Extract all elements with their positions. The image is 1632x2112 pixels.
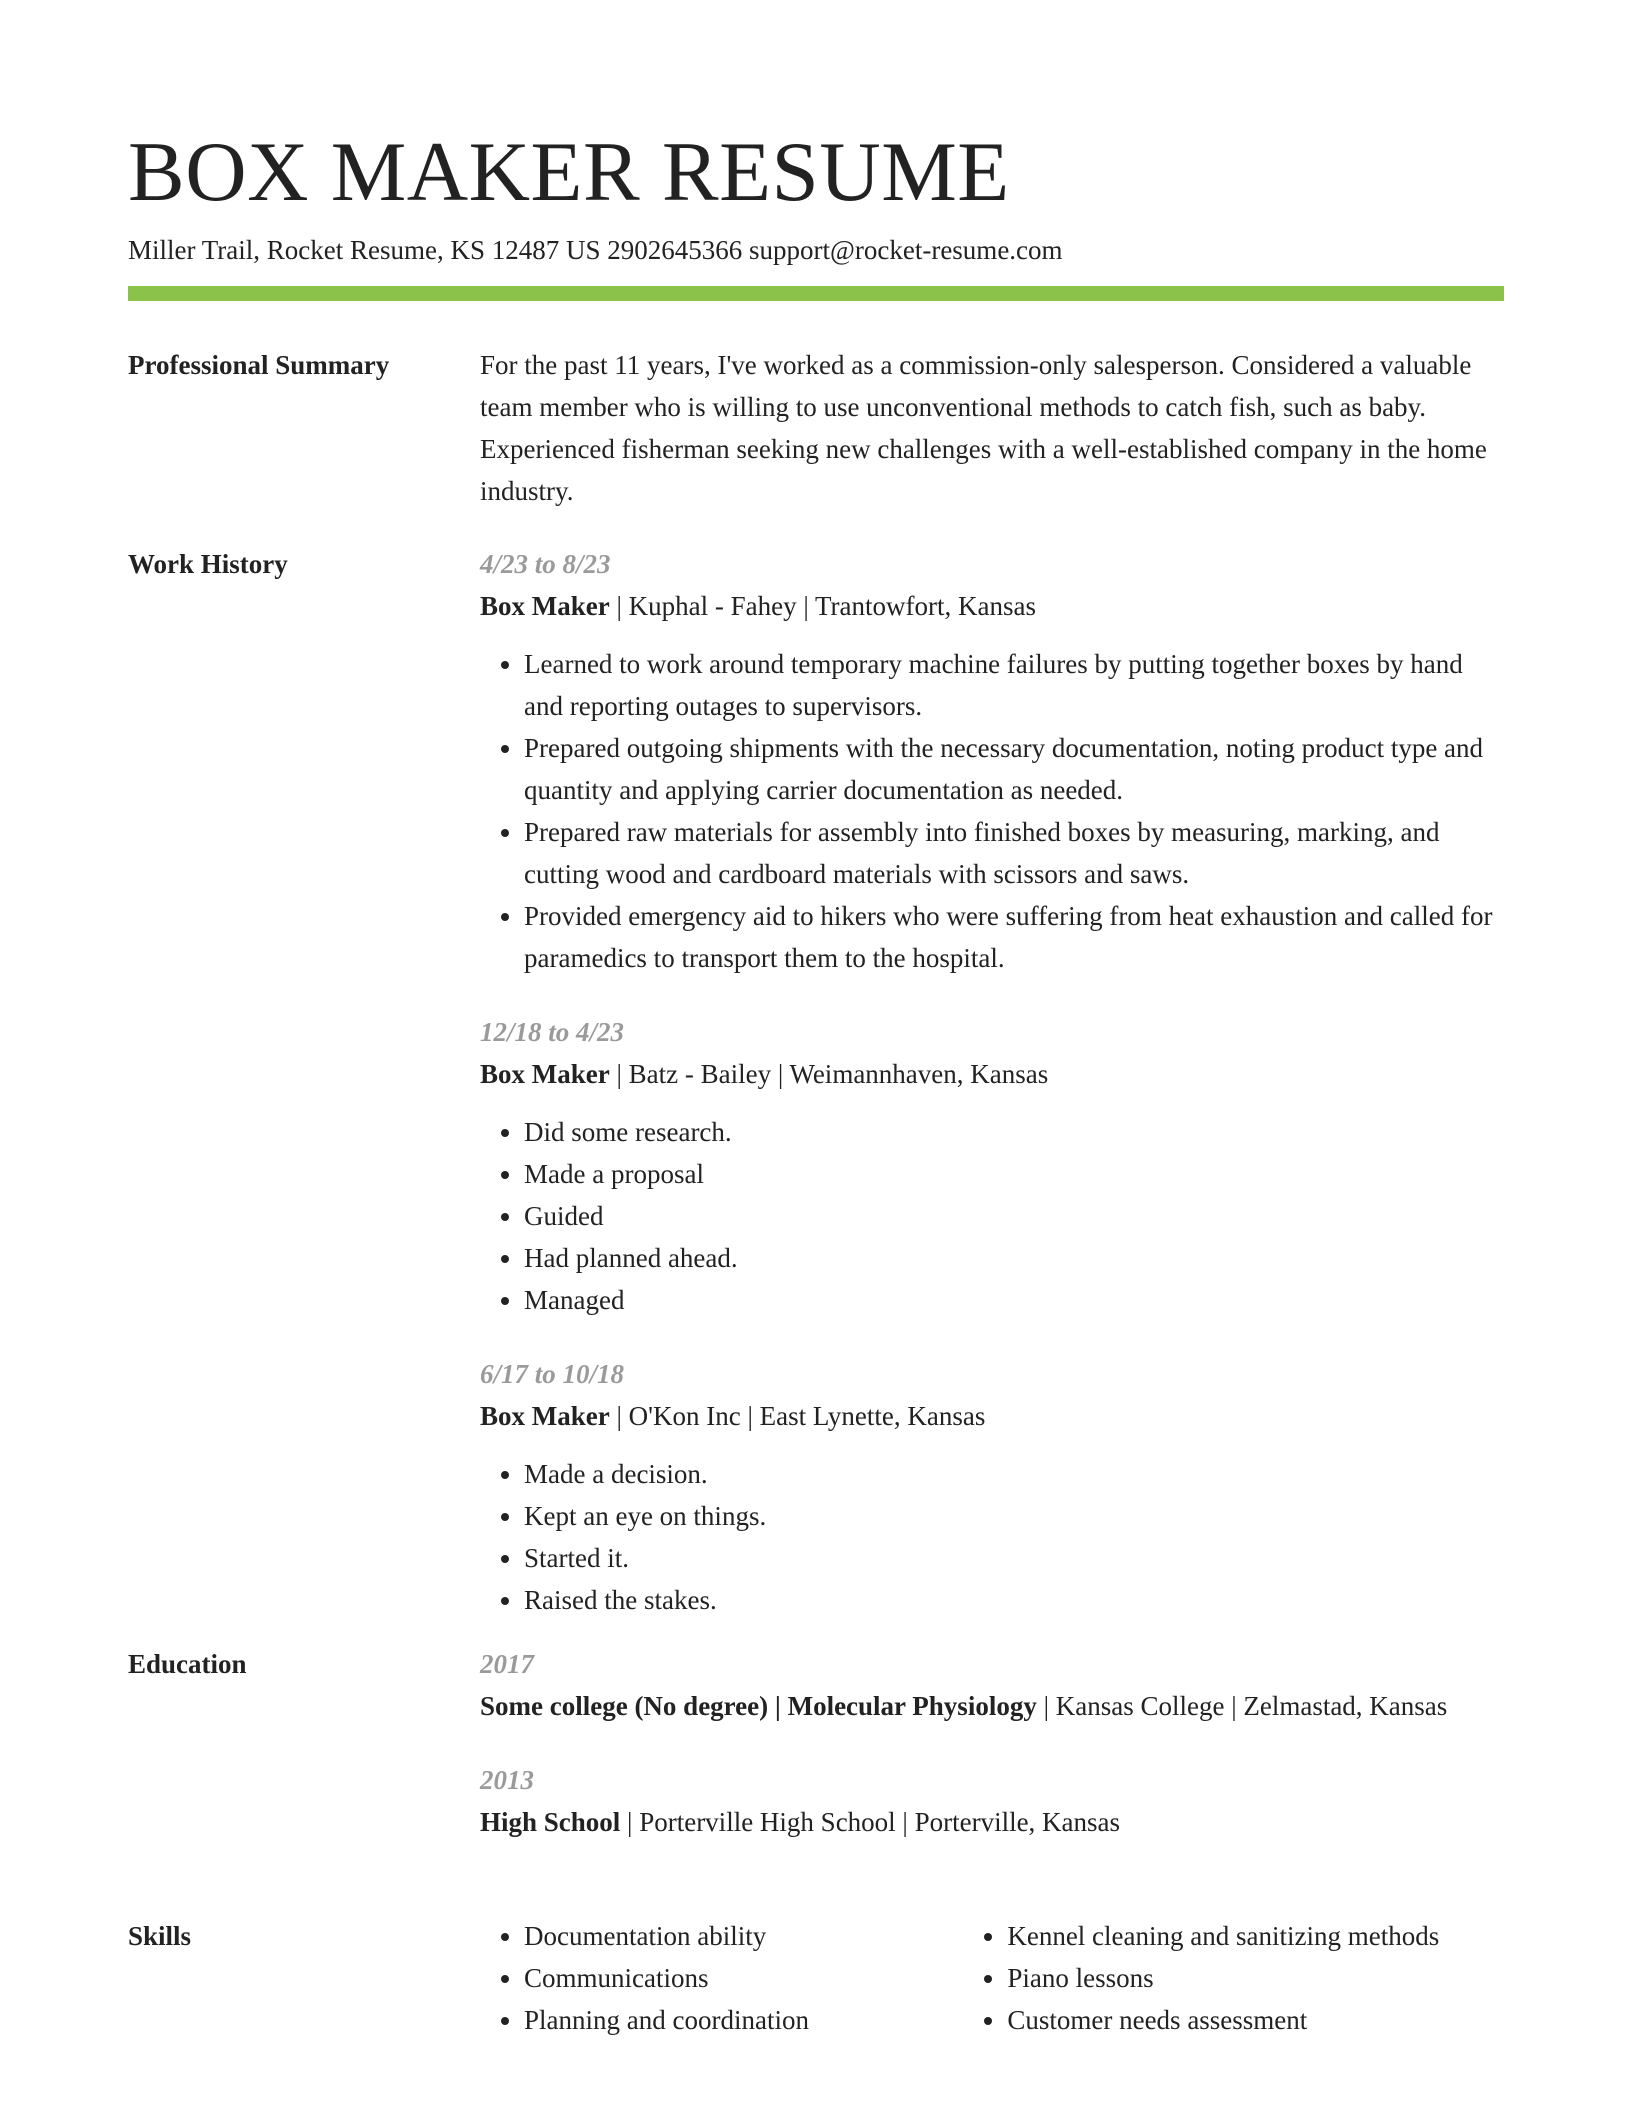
job-bullets [480, 643, 1504, 979]
job-dates: 4/23 to 8/23 [480, 549, 611, 579]
education-year: 2017 [480, 1649, 534, 1679]
skill-item: • Documentation ability [524, 1915, 963, 1957]
list-item: • Had planned ahead. [524, 1237, 1504, 1279]
education-line [480, 1801, 1504, 1843]
header-divider [128, 286, 1504, 301]
list-item: • Raised the stakes. [524, 1579, 1504, 1621]
skills-grid [480, 1915, 1504, 2041]
education-year: 2013 [480, 1765, 534, 1795]
education-degree: High School [480, 1807, 621, 1837]
job-dates: 12/18 to 4/23 [480, 1017, 625, 1047]
work-history-body [480, 543, 1504, 1621]
skills-body [480, 1915, 1504, 2041]
list-item: • Managed [524, 1279, 1504, 1321]
education-entry [480, 1643, 1504, 1727]
skills-list-right [963, 1915, 1504, 2041]
list-item: • Made a decision. [524, 1453, 1504, 1495]
list-item: • Started it. [524, 1537, 1504, 1579]
skill-item: • Customer needs assessment [1007, 1999, 1504, 2041]
job-bullets [480, 1453, 1504, 1621]
education-body [480, 1643, 1504, 1843]
list-item: • Prepared outgoing shipments with the necessary documentation, noting product type and quantity and applying carrier documentation as needed. [524, 727, 1504, 811]
skill-item: • Communications [524, 1957, 963, 1999]
job-title: Box Maker [480, 1401, 610, 1431]
skills-label: Skills [128, 1921, 192, 1951]
job-title: Box Maker [480, 591, 610, 621]
job-entry [480, 1353, 1504, 1621]
skill-item: • Piano lessons [1007, 1957, 1504, 1999]
work-history-label: Work History [128, 549, 288, 579]
contact-info: Miller Trail, Rocket Resume, KS 12487 US 2902645366 support@rocket-resume.com [128, 235, 1063, 265]
education-details: | Porterville High School | Porterville, Kansas [620, 1807, 1121, 1837]
list-item: • Learned to work around temporary machine failures by putting together boxes by hand and reporting outages to supervisors. [524, 643, 1504, 727]
job-dates: 6/17 to 10/18 [480, 1359, 625, 1389]
list-item: • Did some research. [524, 1111, 1504, 1153]
job-bullets [480, 1111, 1504, 1321]
job-role-line [480, 1053, 1504, 1095]
education-line [480, 1685, 1504, 1727]
skill-item: • Kennel cleaning and sanitizing methods [1007, 1915, 1504, 1957]
list-item: • Provided emergency aid to hikers who were suffering from heat exhaustion and called for paramedics to transport them to the hospital. [524, 895, 1504, 979]
job-entry [480, 1011, 1504, 1321]
job-entry [480, 543, 1504, 979]
summary-body [480, 344, 1504, 512]
summary-label: Professional Summary [128, 350, 390, 380]
education-entry [480, 1759, 1504, 1843]
job-title: Box Maker [480, 1059, 610, 1089]
job-details: | Batz - Bailey | Weimannhaven, Kansas [609, 1059, 1049, 1089]
job-details: | O'Kon Inc | East Lynette, Kansas [609, 1401, 986, 1431]
list-item: • Guided [524, 1195, 1504, 1237]
job-details: | Kuphal - Fahey | Trantowfort, Kansas [609, 591, 1036, 621]
list-item: • Prepared raw materials for assembly into finished boxes by measuring, marking, and cutting wood and cardboard materials with scissors and saws. [524, 811, 1504, 895]
list-item: • Kept an eye on things. [524, 1495, 1504, 1537]
job-role-line [480, 1395, 1504, 1437]
skill-item: • Planning and coordination [524, 1999, 963, 2041]
education-label: Education [128, 1649, 247, 1679]
summary-text: For the past 11 years, I've worked as a commission-only salesperson. Considered a valuable team member who is willing to use unconventional methods to catch fish, such as baby. Experienced fisherman seeking new challenges with a well-established company in the home industry. [480, 350, 1487, 506]
job-role-line [480, 585, 1504, 627]
list-item: • Made a proposal [524, 1153, 1504, 1195]
education-details: | Kansas College | Zelmastad, Kansas [1036, 1691, 1448, 1721]
education-degree: Some college (No degree) | Molecular Physiology [480, 1691, 1037, 1721]
page-title: BOX MAKER RESUME [128, 125, 1010, 219]
skills-list-left [480, 1915, 963, 2041]
